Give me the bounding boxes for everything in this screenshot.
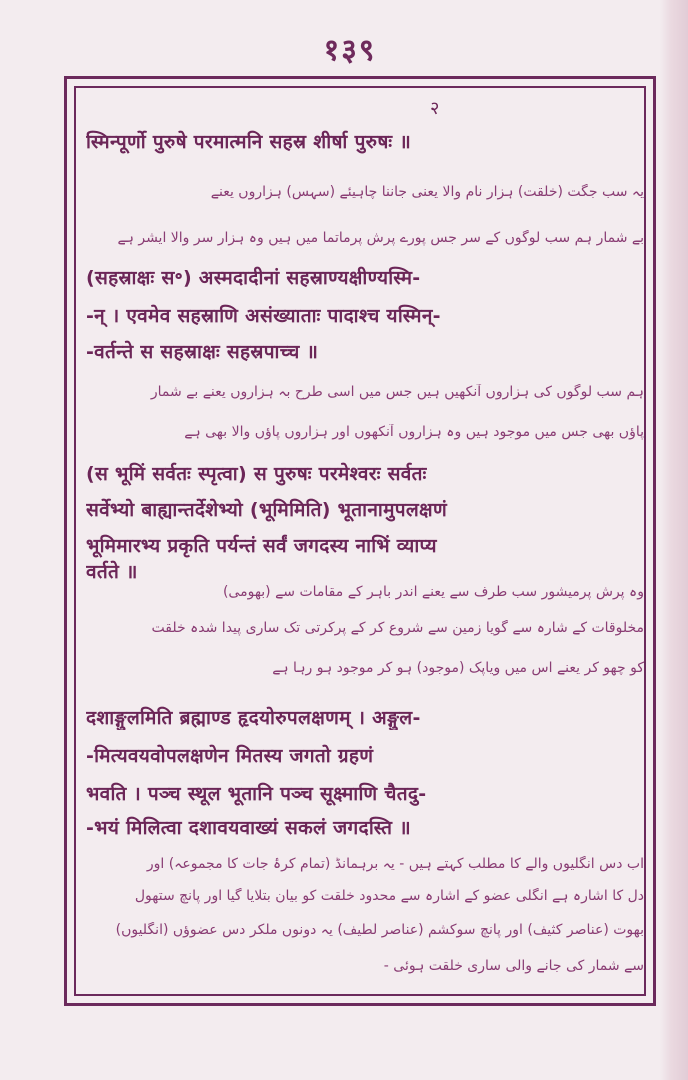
urdu-line: دل کا اشارہ ہے انگلی عضو کے اشارہ سے محدود خلقت کو بیان بتلایا گیا اور پانچ ستھول: [134, 888, 644, 904]
sanskrit-line: स्मिन्पूर्णो पुरुषे परमात्मनि सहस्र शीर्षा पुरुषः ॥: [86, 131, 412, 153]
urdu-line: بے شمار ہم سب لوگوں کے سر جس پورے پرش پرماتما میں ہیں وہ ہزار سر والا ایشر ہے: [117, 230, 644, 246]
sanskrit-line: वर्तते ॥: [86, 561, 138, 583]
urdu-line: یہ سب جگت (خلقت) ہزار نام والا یعنی جاننا چاہیئے (سہس) ہزاروں یعنے: [210, 184, 644, 200]
sanskrit-line: दशाङ्गुलमिति ब्रह्माण्ड हृदयोरुपलक्षणम् । अङ्गुल-: [86, 707, 421, 729]
urdu-line: بھوت (عناصر کثیف) اور پانچ سوکشم (عناصر لطیف) یہ دونوں ملکر دس عضوؤں (انگلیوں): [115, 922, 644, 938]
sanskrit-line: सर्वेभ्यो बाह्यान्तर्देशेभ्यो (भूमिमिति) भूतानामुपलक्षणं: [86, 499, 447, 521]
urdu-line: سے شمار کی جانے والی ساری خلقت ہوئی -: [383, 958, 644, 974]
sanskrit-line: -न् । एवमेव सहस्राणि असंख्याताः पादाश्च यस्मिन्-: [86, 305, 441, 327]
urdu-line: وہ پرش پرمیشور سب طرف سے یعنے اندر باہر کے مقامات سے (بھومی): [222, 584, 644, 600]
urdu-line: کو چھو کر یعنے اس میں ویاپک (موجود) ہو کر موجود ہو رہا ہے: [272, 660, 644, 676]
urdu-line: اب دس انگلیوں والے کا مطلب کہتے ہیں - یہ برہمانڈ (تمام کرۂ جات کا مجموعہ) اور: [146, 856, 644, 872]
page-number: १३९: [323, 33, 377, 68]
sanskrit-line: (स भूमिं सर्वतः स्पृत्वा) स पुरुषः परमेश्वरः सर्वतः: [86, 463, 427, 485]
urdu-line: ہم سب لوگوں کی ہزاروں آنکھیں ہیں جس میں اسی طرح بہ ہزاروں یعنے بے شمار: [150, 384, 644, 400]
urdu-line: پاؤں بھی جس میں موجود ہیں وہ ہزاروں آنکھوں اور ہزاروں پاؤں والا بھی ہے: [184, 424, 644, 440]
sanskrit-line: भूमिमारभ्य प्रकृति पर्यन्तं सर्वं जगदस्य नाभिं व्याप्य: [86, 535, 437, 557]
sanskrit-line: -भयं मिलित्वा दशावयवाख्यं सकलं जगदस्ति ॥: [86, 817, 411, 839]
sanskrit-line: (सहस्राक्षः स॰) अस्मदादीनां सहस्राण्यक्षीण्यस्मि-: [86, 267, 421, 289]
sanskrit-line: -वर्तन्ते स सहस्राक्षः सहस्रपाच्च ॥: [86, 341, 319, 363]
sanskrit-line: -मित्यवयवोपलक्षणेन मितस्य जगतो ग्रहणं: [86, 745, 374, 767]
verse-number: २: [430, 98, 440, 119]
sanskrit-line: भवति । पञ्च स्थूल भूतानि पञ्च सूक्ष्माणि चैतदु-: [86, 783, 427, 805]
page-edge: [660, 0, 688, 1080]
urdu-line: مخلوقات کے شارہ سے گویا زمین سے شروع کر کے پرکرتی تک ساری پیدا شدہ خلقت: [151, 620, 644, 636]
